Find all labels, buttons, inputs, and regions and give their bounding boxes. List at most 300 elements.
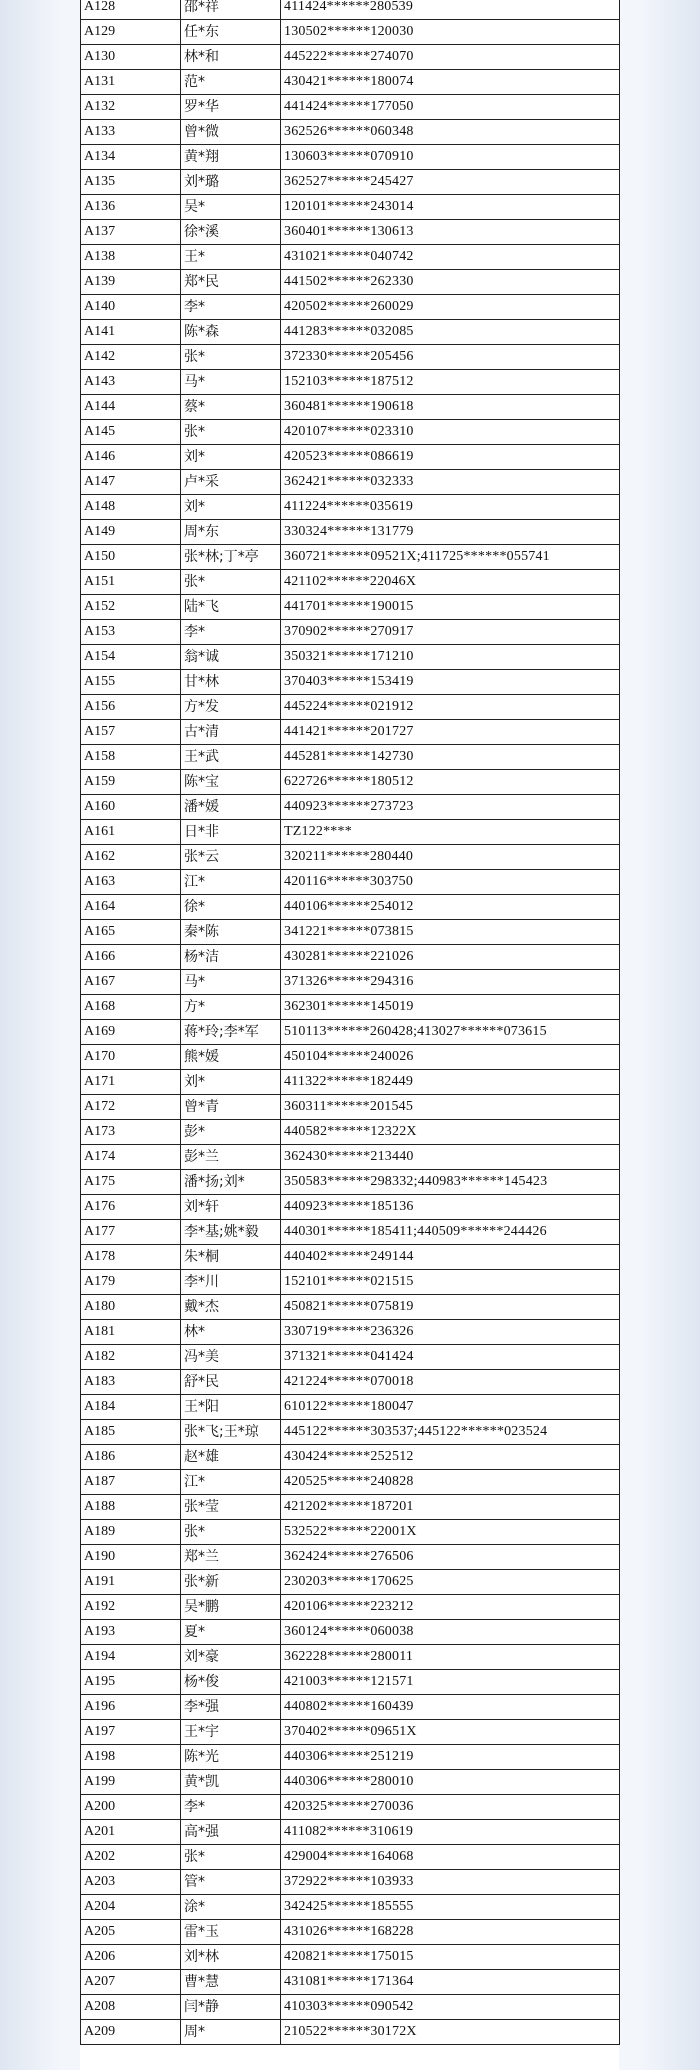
row-id-cell: A180 xyxy=(81,1295,181,1320)
row-id-cell: A145 xyxy=(81,420,181,445)
row-name-cell: 陈*光 xyxy=(181,1745,281,1770)
row-id-number-cell: 152101******021515 xyxy=(281,1270,620,1295)
row-id-number-cell: 441424******177050 xyxy=(281,95,620,120)
row-name-cell: 舒*民 xyxy=(181,1370,281,1395)
row-id-number-cell: 450821******075819 xyxy=(281,1295,620,1320)
row-id-cell: A148 xyxy=(81,495,181,520)
table-row xyxy=(81,1895,620,1920)
row-id-cell: A155 xyxy=(81,670,181,695)
row-id-cell: A190 xyxy=(81,1545,181,1570)
row-id-number-cell: 445122******303537;445122******023524 xyxy=(281,1420,620,1445)
row-id-cell: A182 xyxy=(81,1345,181,1370)
row-name-cell: 熊*媛 xyxy=(181,1045,281,1070)
table-row xyxy=(81,1845,620,1870)
row-id-number-cell: 360401******130613 xyxy=(281,220,620,245)
row-name-cell: 江* xyxy=(181,1470,281,1495)
row-name-cell: 潘*扬;刘* xyxy=(181,1170,281,1195)
table-row xyxy=(81,895,620,920)
table-row xyxy=(81,95,620,120)
row-name-cell: 涂* xyxy=(181,1895,281,1920)
document-page xyxy=(80,0,619,2070)
table-row xyxy=(81,970,620,995)
row-id-cell: A203 xyxy=(81,1870,181,1895)
row-id-cell: A151 xyxy=(81,570,181,595)
table-row xyxy=(81,1595,620,1620)
row-name-cell: 甘*林 xyxy=(181,670,281,695)
row-id-number-cell: 440402******249144 xyxy=(281,1245,620,1270)
row-id-number-cell: 429004******164068 xyxy=(281,1845,620,1870)
row-name-cell: 张*林;丁*亭 xyxy=(181,545,281,570)
row-name-cell: 李*基;姚*毅 xyxy=(181,1220,281,1245)
row-id-cell: A144 xyxy=(81,395,181,420)
row-name-cell: 高*强 xyxy=(181,1820,281,1845)
row-id-cell: A200 xyxy=(81,1795,181,1820)
table-row xyxy=(81,945,620,970)
table-row xyxy=(81,670,620,695)
table-row xyxy=(81,695,620,720)
row-id-number-cell: 440802******160439 xyxy=(281,1695,620,1720)
table-row xyxy=(81,20,620,45)
row-id-number-cell: 330719******236326 xyxy=(281,1320,620,1345)
table-row xyxy=(81,420,620,445)
row-id-number-cell: 441283******032085 xyxy=(281,320,620,345)
row-id-number-cell: 431026******168228 xyxy=(281,1920,620,1945)
table-row xyxy=(81,145,620,170)
table-row xyxy=(81,745,620,770)
table-row xyxy=(81,1745,620,1770)
row-name-cell: 刘*璐 xyxy=(181,170,281,195)
row-id-cell: A198 xyxy=(81,1745,181,1770)
row-name-cell: 刘* xyxy=(181,495,281,520)
table-row xyxy=(81,1195,620,1220)
row-name-cell: 张* xyxy=(181,1845,281,1870)
row-id-cell: A184 xyxy=(81,1395,181,1420)
table-row xyxy=(81,1820,620,1845)
table-row xyxy=(81,0,620,20)
row-id-number-cell: 421003******121571 xyxy=(281,1670,620,1695)
row-id-number-cell: 420106******223212 xyxy=(281,1595,620,1620)
row-id-cell: A178 xyxy=(81,1245,181,1270)
row-id-number-cell: 410303******090542 xyxy=(281,1995,620,2020)
row-name-cell: 马* xyxy=(181,370,281,395)
row-id-number-cell: 532522******22001X xyxy=(281,1520,620,1545)
row-name-cell: 江* xyxy=(181,870,281,895)
row-id-number-cell: 320211******280440 xyxy=(281,845,620,870)
row-id-cell: A199 xyxy=(81,1770,181,1795)
row-id-cell: A179 xyxy=(81,1270,181,1295)
row-name-cell: 任*东 xyxy=(181,20,281,45)
row-name-cell: 张*莹 xyxy=(181,1495,281,1520)
row-id-cell: A128 xyxy=(81,0,181,20)
row-id-number-cell: 371326******294316 xyxy=(281,970,620,995)
row-id-cell: A129 xyxy=(81,20,181,45)
row-name-cell: 张* xyxy=(181,570,281,595)
row-name-cell: 吴* xyxy=(181,195,281,220)
row-name-cell: 陈*宝 xyxy=(181,770,281,795)
row-id-cell: A169 xyxy=(81,1020,181,1045)
row-id-number-cell: 130603******070910 xyxy=(281,145,620,170)
table-row xyxy=(81,1945,620,1970)
row-id-number-cell: 370403******153419 xyxy=(281,670,620,695)
row-name-cell: 曾*微 xyxy=(181,120,281,145)
row-id-number-cell: 371321******041424 xyxy=(281,1345,620,1370)
row-name-cell: 蔡* xyxy=(181,395,281,420)
row-id-number-cell: 450104******240026 xyxy=(281,1045,620,1070)
row-id-number-cell: 441701******190015 xyxy=(281,595,620,620)
table-row xyxy=(81,320,620,345)
row-id-number-cell: 370902******270917 xyxy=(281,620,620,645)
table-row xyxy=(81,1170,620,1195)
row-id-cell: A201 xyxy=(81,1820,181,1845)
table-row xyxy=(81,1220,620,1245)
row-id-cell: A162 xyxy=(81,845,181,870)
row-id-cell: A175 xyxy=(81,1170,181,1195)
row-id-number-cell: 610122******180047 xyxy=(281,1395,620,1420)
row-id-cell: A143 xyxy=(81,370,181,395)
row-id-cell: A181 xyxy=(81,1320,181,1345)
table-row xyxy=(81,395,620,420)
table-row xyxy=(81,1070,620,1095)
roster-table xyxy=(80,0,620,2045)
row-id-number-cell: 411322******182449 xyxy=(281,1070,620,1095)
table-row xyxy=(81,1770,620,1795)
row-name-cell: 日*非 xyxy=(181,820,281,845)
row-name-cell: 方*发 xyxy=(181,695,281,720)
table-row xyxy=(81,45,620,70)
row-name-cell: 徐*溪 xyxy=(181,220,281,245)
row-id-number-cell: 342425******185555 xyxy=(281,1895,620,1920)
roster-table-body xyxy=(81,0,620,2045)
row-name-cell: 古*清 xyxy=(181,720,281,745)
row-name-cell: 彭* xyxy=(181,1120,281,1145)
row-name-cell: 李* xyxy=(181,295,281,320)
row-id-number-cell: 372330******205456 xyxy=(281,345,620,370)
row-name-cell: 朱*桐 xyxy=(181,1245,281,1270)
table-row xyxy=(81,1095,620,1120)
table-row xyxy=(81,1345,620,1370)
row-id-cell: A131 xyxy=(81,70,181,95)
row-name-cell: 曹*慧 xyxy=(181,1970,281,1995)
row-id-cell: A196 xyxy=(81,1695,181,1720)
row-name-cell: 曾*青 xyxy=(181,1095,281,1120)
row-id-cell: A159 xyxy=(81,770,181,795)
table-row xyxy=(81,620,620,645)
row-id-cell: A194 xyxy=(81,1645,181,1670)
table-row xyxy=(81,120,620,145)
row-name-cell: 吴*鹏 xyxy=(181,1595,281,1620)
row-id-number-cell: 420821******175015 xyxy=(281,1945,620,1970)
row-id-number-cell: 445224******021912 xyxy=(281,695,620,720)
row-id-cell: A133 xyxy=(81,120,181,145)
row-id-cell: A188 xyxy=(81,1495,181,1520)
row-id-cell: A195 xyxy=(81,1670,181,1695)
row-id-number-cell: 120101******243014 xyxy=(281,195,620,220)
table-row xyxy=(81,1495,620,1520)
row-id-number-cell: 341221******073815 xyxy=(281,920,620,945)
table-row xyxy=(81,345,620,370)
table-row xyxy=(81,820,620,845)
row-name-cell: 郑*兰 xyxy=(181,1545,281,1570)
table-row xyxy=(81,1970,620,1995)
row-name-cell: 彭*兰 xyxy=(181,1145,281,1170)
table-row xyxy=(81,1620,620,1645)
table-row xyxy=(81,370,620,395)
row-id-number-cell: 350321******171210 xyxy=(281,645,620,670)
row-id-cell: A150 xyxy=(81,545,181,570)
row-id-cell: A189 xyxy=(81,1520,181,1545)
row-id-cell: A138 xyxy=(81,245,181,270)
table-row xyxy=(81,770,620,795)
row-id-cell: A146 xyxy=(81,445,181,470)
row-id-number-cell: 441421******201727 xyxy=(281,720,620,745)
row-id-cell: A187 xyxy=(81,1470,181,1495)
row-id-cell: A207 xyxy=(81,1970,181,1995)
row-id-cell: A193 xyxy=(81,1620,181,1645)
table-row xyxy=(81,645,620,670)
row-id-cell: A170 xyxy=(81,1045,181,1070)
table-row xyxy=(81,220,620,245)
table-row xyxy=(81,1120,620,1145)
row-name-cell: 夏* xyxy=(181,1620,281,1645)
table-row xyxy=(81,1520,620,1545)
row-name-cell: 雷*玉 xyxy=(181,1920,281,1945)
table-row xyxy=(81,1920,620,1945)
row-name-cell: 范* xyxy=(181,70,281,95)
row-id-cell: A160 xyxy=(81,795,181,820)
table-row xyxy=(81,470,620,495)
row-id-number-cell: 441502******262330 xyxy=(281,270,620,295)
row-name-cell: 黄*翔 xyxy=(181,145,281,170)
row-id-number-cell: 420107******023310 xyxy=(281,420,620,445)
table-row xyxy=(81,570,620,595)
row-id-number-cell: 330324******131779 xyxy=(281,520,620,545)
row-id-number-cell: 431021******040742 xyxy=(281,245,620,270)
table-row xyxy=(81,1570,620,1595)
table-row xyxy=(81,720,620,745)
row-name-cell: 卢*采 xyxy=(181,470,281,495)
row-id-cell: A152 xyxy=(81,595,181,620)
row-id-number-cell: TZ122**** xyxy=(281,820,620,845)
row-id-cell: A136 xyxy=(81,195,181,220)
row-id-cell: A172 xyxy=(81,1095,181,1120)
row-name-cell: 刘*轩 xyxy=(181,1195,281,1220)
row-id-cell: A154 xyxy=(81,645,181,670)
row-id-number-cell: 130502******120030 xyxy=(281,20,620,45)
row-id-number-cell: 421102******22046X xyxy=(281,570,620,595)
row-id-number-cell: 420325******270036 xyxy=(281,1795,620,1820)
row-id-number-cell: 420523******086619 xyxy=(281,445,620,470)
table-row xyxy=(81,795,620,820)
row-id-number-cell: 362430******213440 xyxy=(281,1145,620,1170)
table-row xyxy=(81,995,620,1020)
row-id-cell: A191 xyxy=(81,1570,181,1595)
row-id-cell: A142 xyxy=(81,345,181,370)
row-id-cell: A192 xyxy=(81,1595,181,1620)
row-name-cell: 周*东 xyxy=(181,520,281,545)
row-id-cell: A134 xyxy=(81,145,181,170)
row-id-number-cell: 360311******201545 xyxy=(281,1095,620,1120)
table-row xyxy=(81,1795,620,1820)
row-id-cell: A204 xyxy=(81,1895,181,1920)
table-row xyxy=(81,1470,620,1495)
table-row xyxy=(81,245,620,270)
table-row xyxy=(81,70,620,95)
table-row xyxy=(81,545,620,570)
row-name-cell: 李*川 xyxy=(181,1270,281,1295)
row-id-number-cell: 421202******187201 xyxy=(281,1495,620,1520)
table-row xyxy=(81,1295,620,1320)
row-name-cell: 王* xyxy=(181,245,281,270)
row-name-cell: 翁*诚 xyxy=(181,645,281,670)
row-id-number-cell: 350583******298332;440983******145423 xyxy=(281,1170,620,1195)
table-row xyxy=(81,1145,620,1170)
row-id-number-cell: 440582******12322X xyxy=(281,1120,620,1145)
row-name-cell: 罗*华 xyxy=(181,95,281,120)
row-id-cell: A149 xyxy=(81,520,181,545)
table-row xyxy=(81,1545,620,1570)
row-id-cell: A177 xyxy=(81,1220,181,1245)
row-id-cell: A147 xyxy=(81,470,181,495)
row-id-number-cell: 440306******280010 xyxy=(281,1770,620,1795)
row-id-cell: A161 xyxy=(81,820,181,845)
row-id-cell: A183 xyxy=(81,1370,181,1395)
table-row xyxy=(81,1270,620,1295)
table-row xyxy=(81,1645,620,1670)
row-name-cell: 周* xyxy=(181,2020,281,2045)
table-row xyxy=(81,495,620,520)
row-id-number-cell: 411082******310619 xyxy=(281,1820,620,1845)
row-name-cell: 张*新 xyxy=(181,1570,281,1595)
row-id-number-cell: 420525******240828 xyxy=(281,1470,620,1495)
row-id-number-cell: 440301******185411;440509******244426 xyxy=(281,1220,620,1245)
table-row xyxy=(81,1245,620,1270)
row-name-cell: 张*云 xyxy=(181,845,281,870)
row-id-number-cell: 440106******254012 xyxy=(281,895,620,920)
row-id-number-cell: 360481******190618 xyxy=(281,395,620,420)
table-row xyxy=(81,870,620,895)
row-name-cell: 陆*飞 xyxy=(181,595,281,620)
row-id-cell: A173 xyxy=(81,1120,181,1145)
row-id-cell: A171 xyxy=(81,1070,181,1095)
row-name-cell: 李*强 xyxy=(181,1695,281,1720)
row-id-number-cell: 370402******09651X xyxy=(281,1720,620,1745)
row-id-cell: A174 xyxy=(81,1145,181,1170)
row-name-cell: 潘*媛 xyxy=(181,795,281,820)
row-id-cell: A197 xyxy=(81,1720,181,1745)
row-name-cell: 马* xyxy=(181,970,281,995)
row-id-cell: A208 xyxy=(81,1995,181,2020)
row-name-cell: 杨*洁 xyxy=(181,945,281,970)
row-id-cell: A166 xyxy=(81,945,181,970)
row-id-cell: A186 xyxy=(81,1445,181,1470)
row-id-number-cell: 622726******180512 xyxy=(281,770,620,795)
row-name-cell: 杨*俊 xyxy=(181,1670,281,1695)
row-id-cell: A153 xyxy=(81,620,181,645)
row-id-cell: A206 xyxy=(81,1945,181,1970)
row-name-cell: 蒋*玲;李*军 xyxy=(181,1020,281,1045)
row-name-cell: 林*和 xyxy=(181,45,281,70)
row-id-number-cell: 430281******221026 xyxy=(281,945,620,970)
row-id-number-cell: 362301******145019 xyxy=(281,995,620,1020)
row-id-number-cell: 445222******274070 xyxy=(281,45,620,70)
row-name-cell: 闫*静 xyxy=(181,1995,281,2020)
row-id-number-cell: 360721******09521X;411725******055741 xyxy=(281,545,620,570)
row-name-cell: 戴*杰 xyxy=(181,1295,281,1320)
row-id-number-cell: 152103******187512 xyxy=(281,370,620,395)
row-id-number-cell: 445281******142730 xyxy=(281,745,620,770)
table-row xyxy=(81,845,620,870)
row-name-cell: 王*宇 xyxy=(181,1720,281,1745)
row-id-number-cell: 230203******170625 xyxy=(281,1570,620,1595)
row-id-number-cell: 360124******060038 xyxy=(281,1620,620,1645)
row-name-cell: 赵*雄 xyxy=(181,1445,281,1470)
row-id-cell: A164 xyxy=(81,895,181,920)
table-row xyxy=(81,1370,620,1395)
row-id-number-cell: 210522******30172X xyxy=(281,2020,620,2045)
row-id-cell: A168 xyxy=(81,995,181,1020)
table-row xyxy=(81,1320,620,1345)
row-id-cell: A176 xyxy=(81,1195,181,1220)
row-name-cell: 管* xyxy=(181,1870,281,1895)
table-row xyxy=(81,520,620,545)
table-row xyxy=(81,195,620,220)
row-id-number-cell: 420502******260029 xyxy=(281,295,620,320)
row-id-number-cell: 411224******035619 xyxy=(281,495,620,520)
row-id-number-cell: 411424******280539 xyxy=(281,0,620,20)
row-name-cell: 王*武 xyxy=(181,745,281,770)
table-row xyxy=(81,1695,620,1720)
row-name-cell: 张*飞;王*琼 xyxy=(181,1420,281,1445)
row-id-cell: A141 xyxy=(81,320,181,345)
row-name-cell: 刘* xyxy=(181,445,281,470)
table-row xyxy=(81,1670,620,1695)
table-row xyxy=(81,1020,620,1045)
row-id-number-cell: 420116******303750 xyxy=(281,870,620,895)
row-id-cell: A209 xyxy=(81,2020,181,2045)
table-row xyxy=(81,270,620,295)
row-id-cell: A135 xyxy=(81,170,181,195)
row-id-cell: A165 xyxy=(81,920,181,945)
row-id-number-cell: 430424******252512 xyxy=(281,1445,620,1470)
table-row xyxy=(81,920,620,945)
table-row xyxy=(81,2020,620,2045)
table-row xyxy=(81,1395,620,1420)
row-id-cell: A185 xyxy=(81,1420,181,1445)
row-name-cell: 刘*林 xyxy=(181,1945,281,1970)
table-row xyxy=(81,295,620,320)
row-id-number-cell: 440306******251219 xyxy=(281,1745,620,1770)
row-id-cell: A130 xyxy=(81,45,181,70)
table-row xyxy=(81,1870,620,1895)
row-name-cell: 冯*美 xyxy=(181,1345,281,1370)
row-id-cell: A167 xyxy=(81,970,181,995)
row-id-number-cell: 362421******032333 xyxy=(281,470,620,495)
row-id-number-cell: 431081******171364 xyxy=(281,1970,620,1995)
row-name-cell: 郑*民 xyxy=(181,270,281,295)
row-name-cell: 方* xyxy=(181,995,281,1020)
row-name-cell: 陈*森 xyxy=(181,320,281,345)
row-id-number-cell: 421224******070018 xyxy=(281,1370,620,1395)
table-row xyxy=(81,170,620,195)
row-name-cell: 邵*祥 xyxy=(181,0,281,20)
row-id-cell: A137 xyxy=(81,220,181,245)
row-name-cell: 李* xyxy=(181,620,281,645)
row-id-number-cell: 362527******245427 xyxy=(281,170,620,195)
row-id-cell: A158 xyxy=(81,745,181,770)
row-id-cell: A132 xyxy=(81,95,181,120)
row-id-cell: A157 xyxy=(81,720,181,745)
row-id-number-cell: 362228******280011 xyxy=(281,1645,620,1670)
